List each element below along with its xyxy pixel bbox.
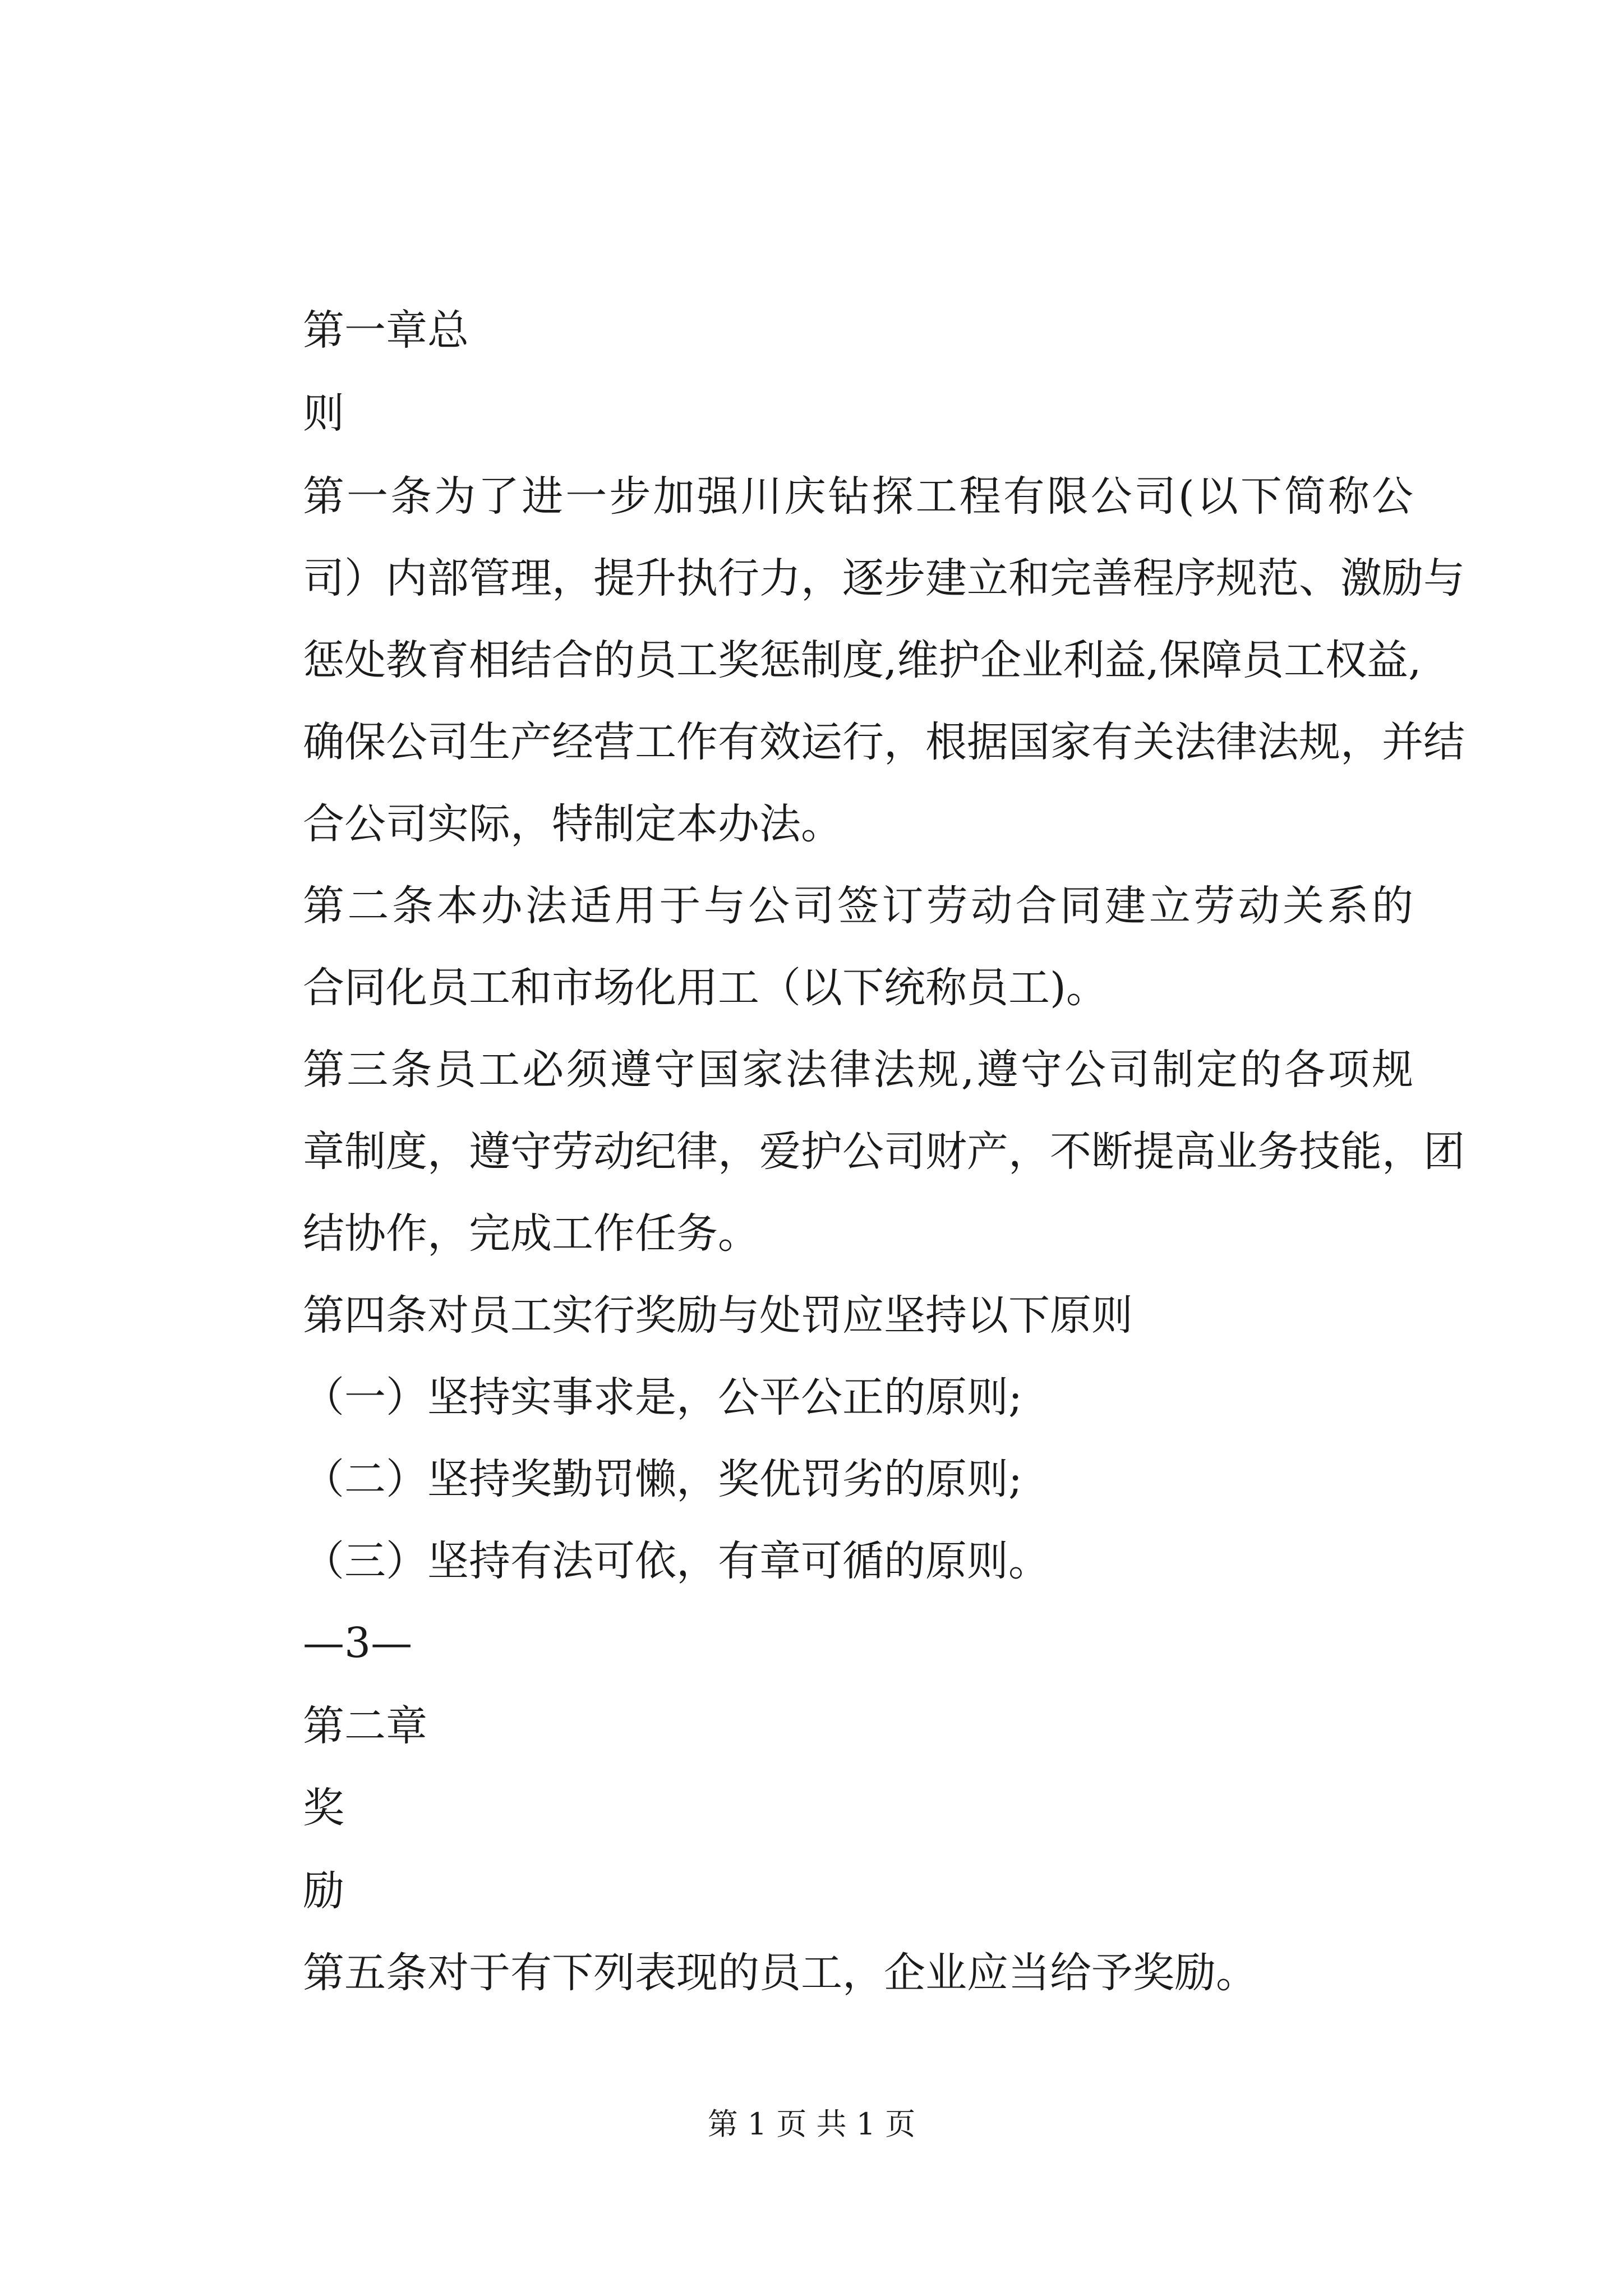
article-3-line-2: 章制度，遵守劳动纪律，爱护公司财产，不断提高业务技能，团	[303, 1128, 1465, 1176]
article-2-line-2: 合同化员工和市场化用工（以下统称员工)。	[303, 964, 1108, 1012]
article-5-line-1: 第五条对于有下列表现的员工，企业应当给予奖励。	[303, 1949, 1257, 1997]
chapter-1-title-part-2: 则	[303, 389, 344, 438]
article-3-line-1: 第三条员工必须遵守国家法律法规,遵守公司制定的各项规	[303, 1046, 1413, 1094]
principle-3: （三）坚持有法可依，有章可循的原则。	[303, 1537, 1050, 1585]
principle-2: （二）坚持奖勤罚懒，奖优罚劣的原则;	[303, 1455, 1022, 1503]
article-1-line-5: 合公司实际，特制定本办法。	[303, 800, 842, 848]
article-1-line-3: 惩处教育相结合的员工奖惩制度,维护企业利益,保障员工权益,	[303, 636, 1422, 684]
article-3-line-3: 结协作，完成工作任务。	[303, 1209, 759, 1258]
chapter-1-title-part-1: 第一章总	[303, 306, 469, 355]
article-4-line-1: 第四条对员工实行奖励与处罚应坚持以下原则	[303, 1291, 1133, 1340]
principle-1: （一）坚持实事求是，公平公正的原则;	[303, 1373, 1022, 1421]
page-footer: 第 1 页 共 1 页	[707, 2106, 916, 2142]
chapter-2-title-part-2: 奖	[303, 1784, 344, 1832]
chapter-2-title-part-1: 第二章	[303, 1702, 427, 1750]
article-1-line-4: 确保公司生产经营工作有效运行，根据国家有关法律法规，并结	[303, 718, 1465, 766]
article-1-line-2: 司）内部管理，提升执行力，逐步建立和完善程序规范、激励与	[303, 554, 1465, 602]
article-2-line-1: 第二条本办法适用于与公司签订劳动合同建立劳动关系的	[303, 882, 1413, 930]
inline-page-number: —3—	[303, 1619, 413, 1667]
article-1-line-1: 第一条为了进一步加强川庆钻探工程有限公司(以下简称公	[303, 472, 1413, 521]
chapter-2-title-part-3: 励	[303, 1867, 344, 1915]
